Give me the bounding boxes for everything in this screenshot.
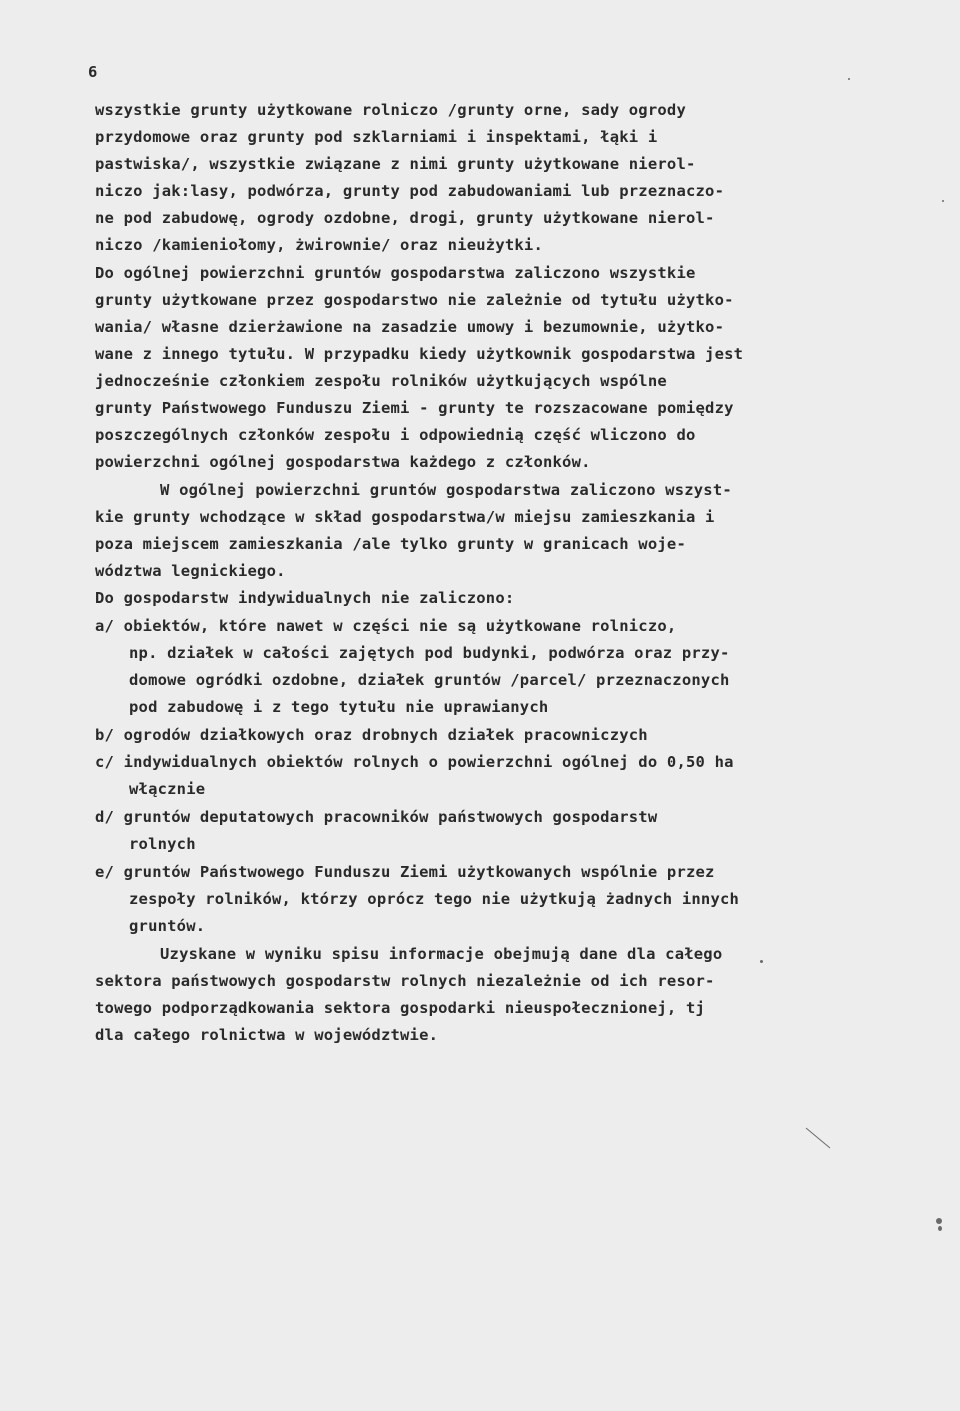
- text-line: przydomowe oraz grunty pod szklarniami i inspektami, łąki i: [95, 128, 658, 146]
- text-line: wszystkie grunty użytkowane rolniczo /grunty orne, sady ogrody: [95, 101, 686, 119]
- text-line: towego podporządkowania sektora gospodarki nieuspołecznionej, tj: [95, 999, 706, 1017]
- text-line: sektora państwowych gospodarstw rolnych niezależnie od ich resor-: [95, 972, 715, 990]
- text-line: wane z innego tytułu. W przypadku kiedy użytkownik gospodarstwa jest: [95, 345, 744, 363]
- text-line: gruntów.: [129, 917, 206, 935]
- scan-speck: [760, 960, 763, 963]
- text-line: ne pod zabudowę, ogrody ozdobne, drogi, grunty użytkowane nierol-: [95, 209, 715, 227]
- scan-speck: [848, 78, 850, 80]
- text-line: pastwiska/, wszystkie związane z nimi grunty użytkowane nierol-: [95, 155, 696, 173]
- text-line: W ogólnej powierzchni gruntów gospodarstwa zaliczono wszyst-: [160, 481, 732, 499]
- text-line: a/ obiektów, które nawet w części nie są użytkowane rolniczo,: [95, 617, 677, 635]
- text-line: niczo jak:lasy, podwórza, grunty pod zabudowaniami lub przeznaczo-: [95, 182, 725, 200]
- text-line: włącznie: [129, 780, 206, 798]
- text-line: b/ ogrodów działkowych oraz drobnych działek pracowniczych: [95, 726, 648, 744]
- text-line: Do ogólnej powierzchni gruntów gospodarstwa zaliczono wszystkie: [95, 264, 696, 282]
- scan-speck: [936, 1218, 942, 1224]
- text-line: poza miejscem zamieszkania /ale tylko grunty w granicach woje-: [95, 535, 686, 553]
- text-line: wania/ własne dzierżawione na zasadzie umowy i bezumownie, użytko-: [95, 318, 725, 336]
- text-line: grunty Państwowego Funduszu Ziemi - grunty te rozszacowane pomiędzy: [95, 399, 734, 417]
- scan-speck: [942, 200, 944, 202]
- text-line: powierzchni ogólnej gospodarstwa każdego z członków.: [95, 453, 591, 471]
- text-line: pod zabudowę i z tego tytułu nie uprawianych: [129, 698, 549, 716]
- text-line: wództwa legnickiego.: [95, 562, 286, 580]
- text-line: zespoły rolników, którzy oprócz tego nie użytkują żadnych innych: [129, 890, 740, 908]
- text-line: e/ gruntów Państwowego Funduszu Ziemi użytkowanych wspólnie przez: [95, 863, 715, 881]
- scan-speck: [938, 1226, 942, 1231]
- page-number: 6: [88, 63, 98, 81]
- text-line: c/ indywidualnych obiektów rolnych o powierzchni ogólnej do 0,50 ha: [95, 753, 734, 771]
- text-line: d/ gruntów deputatowych pracowników państwowych gospodarstw: [95, 808, 658, 826]
- text-line: grunty użytkowane przez gospodarstwo nie zależnie od tytułu użytko-: [95, 291, 734, 309]
- text-line: kie grunty wchodzące w skład gospodarstwa/w miejsu zamieszkania i: [95, 508, 715, 526]
- text-line: np. działek w całości zajętych pod budynki, podwórza oraz przy-: [129, 644, 730, 662]
- text-line: domowe ogródki ozdobne, działek gruntów /parcel/ przeznaczonych: [129, 671, 730, 689]
- text-line: poszczególnych członków zespołu i odpowiednią część wliczono do: [95, 426, 696, 444]
- text-line: Uzyskane w wyniku spisu informacje obejmują dane dla całego: [160, 945, 723, 963]
- text-line: dla całego rolnictwa w województwie.: [95, 1026, 439, 1044]
- text-line: rolnych: [129, 835, 196, 853]
- text-line: Do gospodarstw indywidualnych nie zaliczono:: [95, 589, 515, 607]
- text-line: niczo /kamieniołomy, żwirownie/ oraz nieużytki.: [95, 236, 543, 254]
- text-line: jednocześnie członkiem zespołu rolników użytkujących wspólne: [95, 372, 667, 390]
